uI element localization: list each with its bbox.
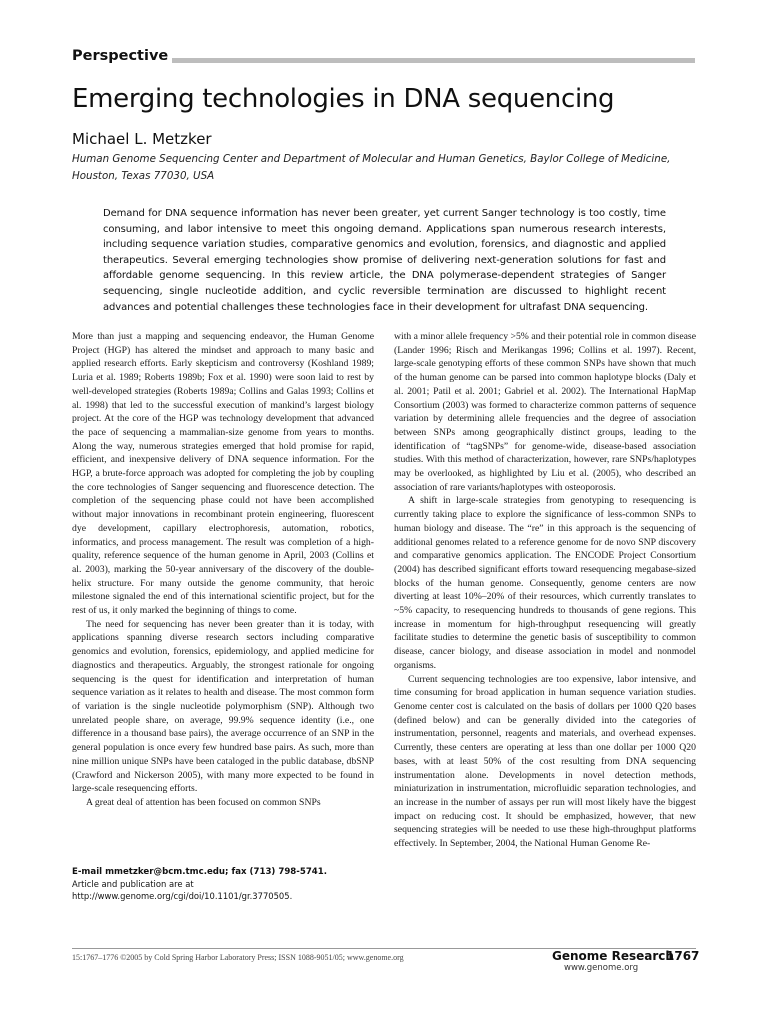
publication-info: Article and publication are at http://www.genome.org/cgi/doi/10.1101/gr.3770505. [72,879,293,901]
paragraph: A shift in large-scale strategies from genotyping to resequencing is currently taking place to explore the significance of less-common SNPs to human biology and disease. The “re” in this approach is the sequencing of additional genomes related to a reference genome for de novo SNP discovery and comparative genomics application. The ENCODE Project Consortium (2004) has described significant efforts toward resequencing megabase-sized blocks of the human genome. Consequently, genome centers are now diverting at least 10%–20% of their resources, which currently translates to ~5% capacity, to resequencing hundreds to thousands of gene regions. This increase in momentum for high-throughput resequencing will greatly facilitate studies to determine the genetic basis of susceptibility to common disease, cancer biology, and disease association in model and nonmodel organisms. [394,495,696,671]
journal-name: Genome Research [552,949,674,963]
paragraph: with a minor allele frequency >5% and their potential role in common disease (Lander 1996; Risch and Merikangas 1996; Collins et al. 1997). Recent, large-scale genotyping efforts of these common SNPs have shown that much of the human genome can be parsed into common haplotype blocks (Daly et al. 2001; Patil et al. 2001; Gabriel et al. 2002). The International HapMap Consortium (2003) was formed to characterize common patterns of sequence variation by determining allele frequencies and the degree of association between SNPs among geographically distinct groups, leading to the identification of “tagSNPs” for genome-wide, disease-based association studies. With this method of characterization, however, rare SNPs/haplotypes may be overlooked, as highlighted by Liu et al. (2005), who described an association of rare variants/haplotypes with osteoporosis. [394,331,696,493]
section-rule [150,58,695,63]
paragraph: The need for sequencing has never been greater than it is today, with applications spanning diverse research sectors including comparative genomics and evolution, forensics, epidemiology, and applied medicine for diagnostics and therapeutics. Arguably, the strongest rationale for ongoing sequencing is the quest for identification and interpretation of human sequence variation as it relates to health and disease. The most common form of variation is the single nucleotide polymorphism (SNP). Although two unrelated people share, on average, 99.9% sequence identity (i.e., one difference in a thousand base pairs), the average occurrence of an SNP in the general population is once every few hundred base pairs. As such, more than nine million unique SNPs have been cataloged in the public database, dbSNP (Crawford and Nickerson 2005), with many more expected to be found in large-scale resequencing efforts. [72,618,374,795]
body-column-right [394,330,696,851]
correspondence-note [72,866,374,902]
article-title: Emerging technologies in DNA sequencing [72,84,615,114]
author-affiliation: Human Genome Sequencing Center and Department of Molecular and Human Genetics, Baylor College of Medicine, Houston, Texas 77030, USA [72,153,671,182]
paragraph: Current sequencing technologies are too expensive, labor intensive, and time consuming for broad application in human sequence variation studies. Genome center cost is calculated on the basis of dollars per 1000 Q20 bases (defined below) and can be generally divided into the categories of instrumentation, personnel, reagents and materials, and overhead expenses. Currently, these centers are operating at less than one dollar per 1000 Q20 bases, with at least 50% of the cost resulting from DNA sequencing instrumentation alone. Developments in novel detection methods, miniaturization in instrumentation, microfluidic separation technologies, and an increase in the number of assays per run will most likely have the biggest impact on reducing cost. It should be emphasized, however, that new sequencing strategies will be needed to use these high-throughput platforms effectively. In September, 2004, the National Human Genome Re- [394,673,696,850]
page-number: 1767 [666,949,700,963]
section-label: Perspective [72,48,172,64]
contact-email: E-mail mmetzker@bcm.tmc.edu; fax (713) 798-5741. [72,867,328,877]
paragraph: A great deal of attention has been focused on common SNPs [86,796,321,808]
journal-url: www.genome.org [564,963,639,973]
paragraph: More than just a mapping and sequencing endeavor, the Human Genome Project (HGP) has altered the mindset and approach to many basic and applied research efforts. Early skepticism and controversy (Koshland 1989; Luria et al. 1989; Roberts 1989b; Fox et al. 1990) were soon laid to rest by well-developed strategies (Roberts 1989a; Collins and Galas 1993; Collins et al. 1998) that led to the successful execution of mankind’s largest biology project. At the core of the HGP was technology development that advanced the pace of sequencing a mammalian-size genome from years to months. Along the way, numerous strategies emerged that hold promise for rapid, efficient, and inexpensive delivery of DNA sequence information. For the HGP, a brute-force approach was adopted for completing the job by coupling the core technologies of Sanger sequencing and fluorescence detection. The completion of the sequencing phase could not have been accomplished without major innovations in recombinant protein engineering, fluorescent dye development, capillary electrophoresis, automation, robotics, informatics, and process management. The result was completion of a high-quality, reference sequence of the human genome in April, 2003 (Collins et al. 2003), marking the 50-year anniversary of the discovery of the double-helix structure. For many outside the genome community, that heroic milestone signaled the end of this international scientific project, but for the rest of us, it only marked the beginning of things to come. [72,331,374,617]
body-column-left [72,330,374,810]
author-name: Michael L. Metzker [72,130,212,148]
footer-citation: 15:1767–1776 ©2005 by Cold Spring Harbor Laboratory Press; ISSN 1088-9051/05; www.genome.org [72,953,404,962]
abstract: Demand for DNA sequence information has never been greater, yet current Sanger technology is too costly, time consuming, and labor intensive to meet this ongoing demand. Applications span numerous research interests, including sequence variation studies, comparative genomics and evolution, forensics, and diagnostic and applied therapeutics. Several emerging technologies show promise of delivering next-generation solutions for fast and affordable genome sequencing. In this review article, the DNA polymerase-dependent strategies of Sanger sequencing, single nucleotide addition, and cyclic reversible termination are discussed to highlight recent advances and potential challenges these technologies face in their development for ultrafast DNA sequencing. [103,208,666,313]
